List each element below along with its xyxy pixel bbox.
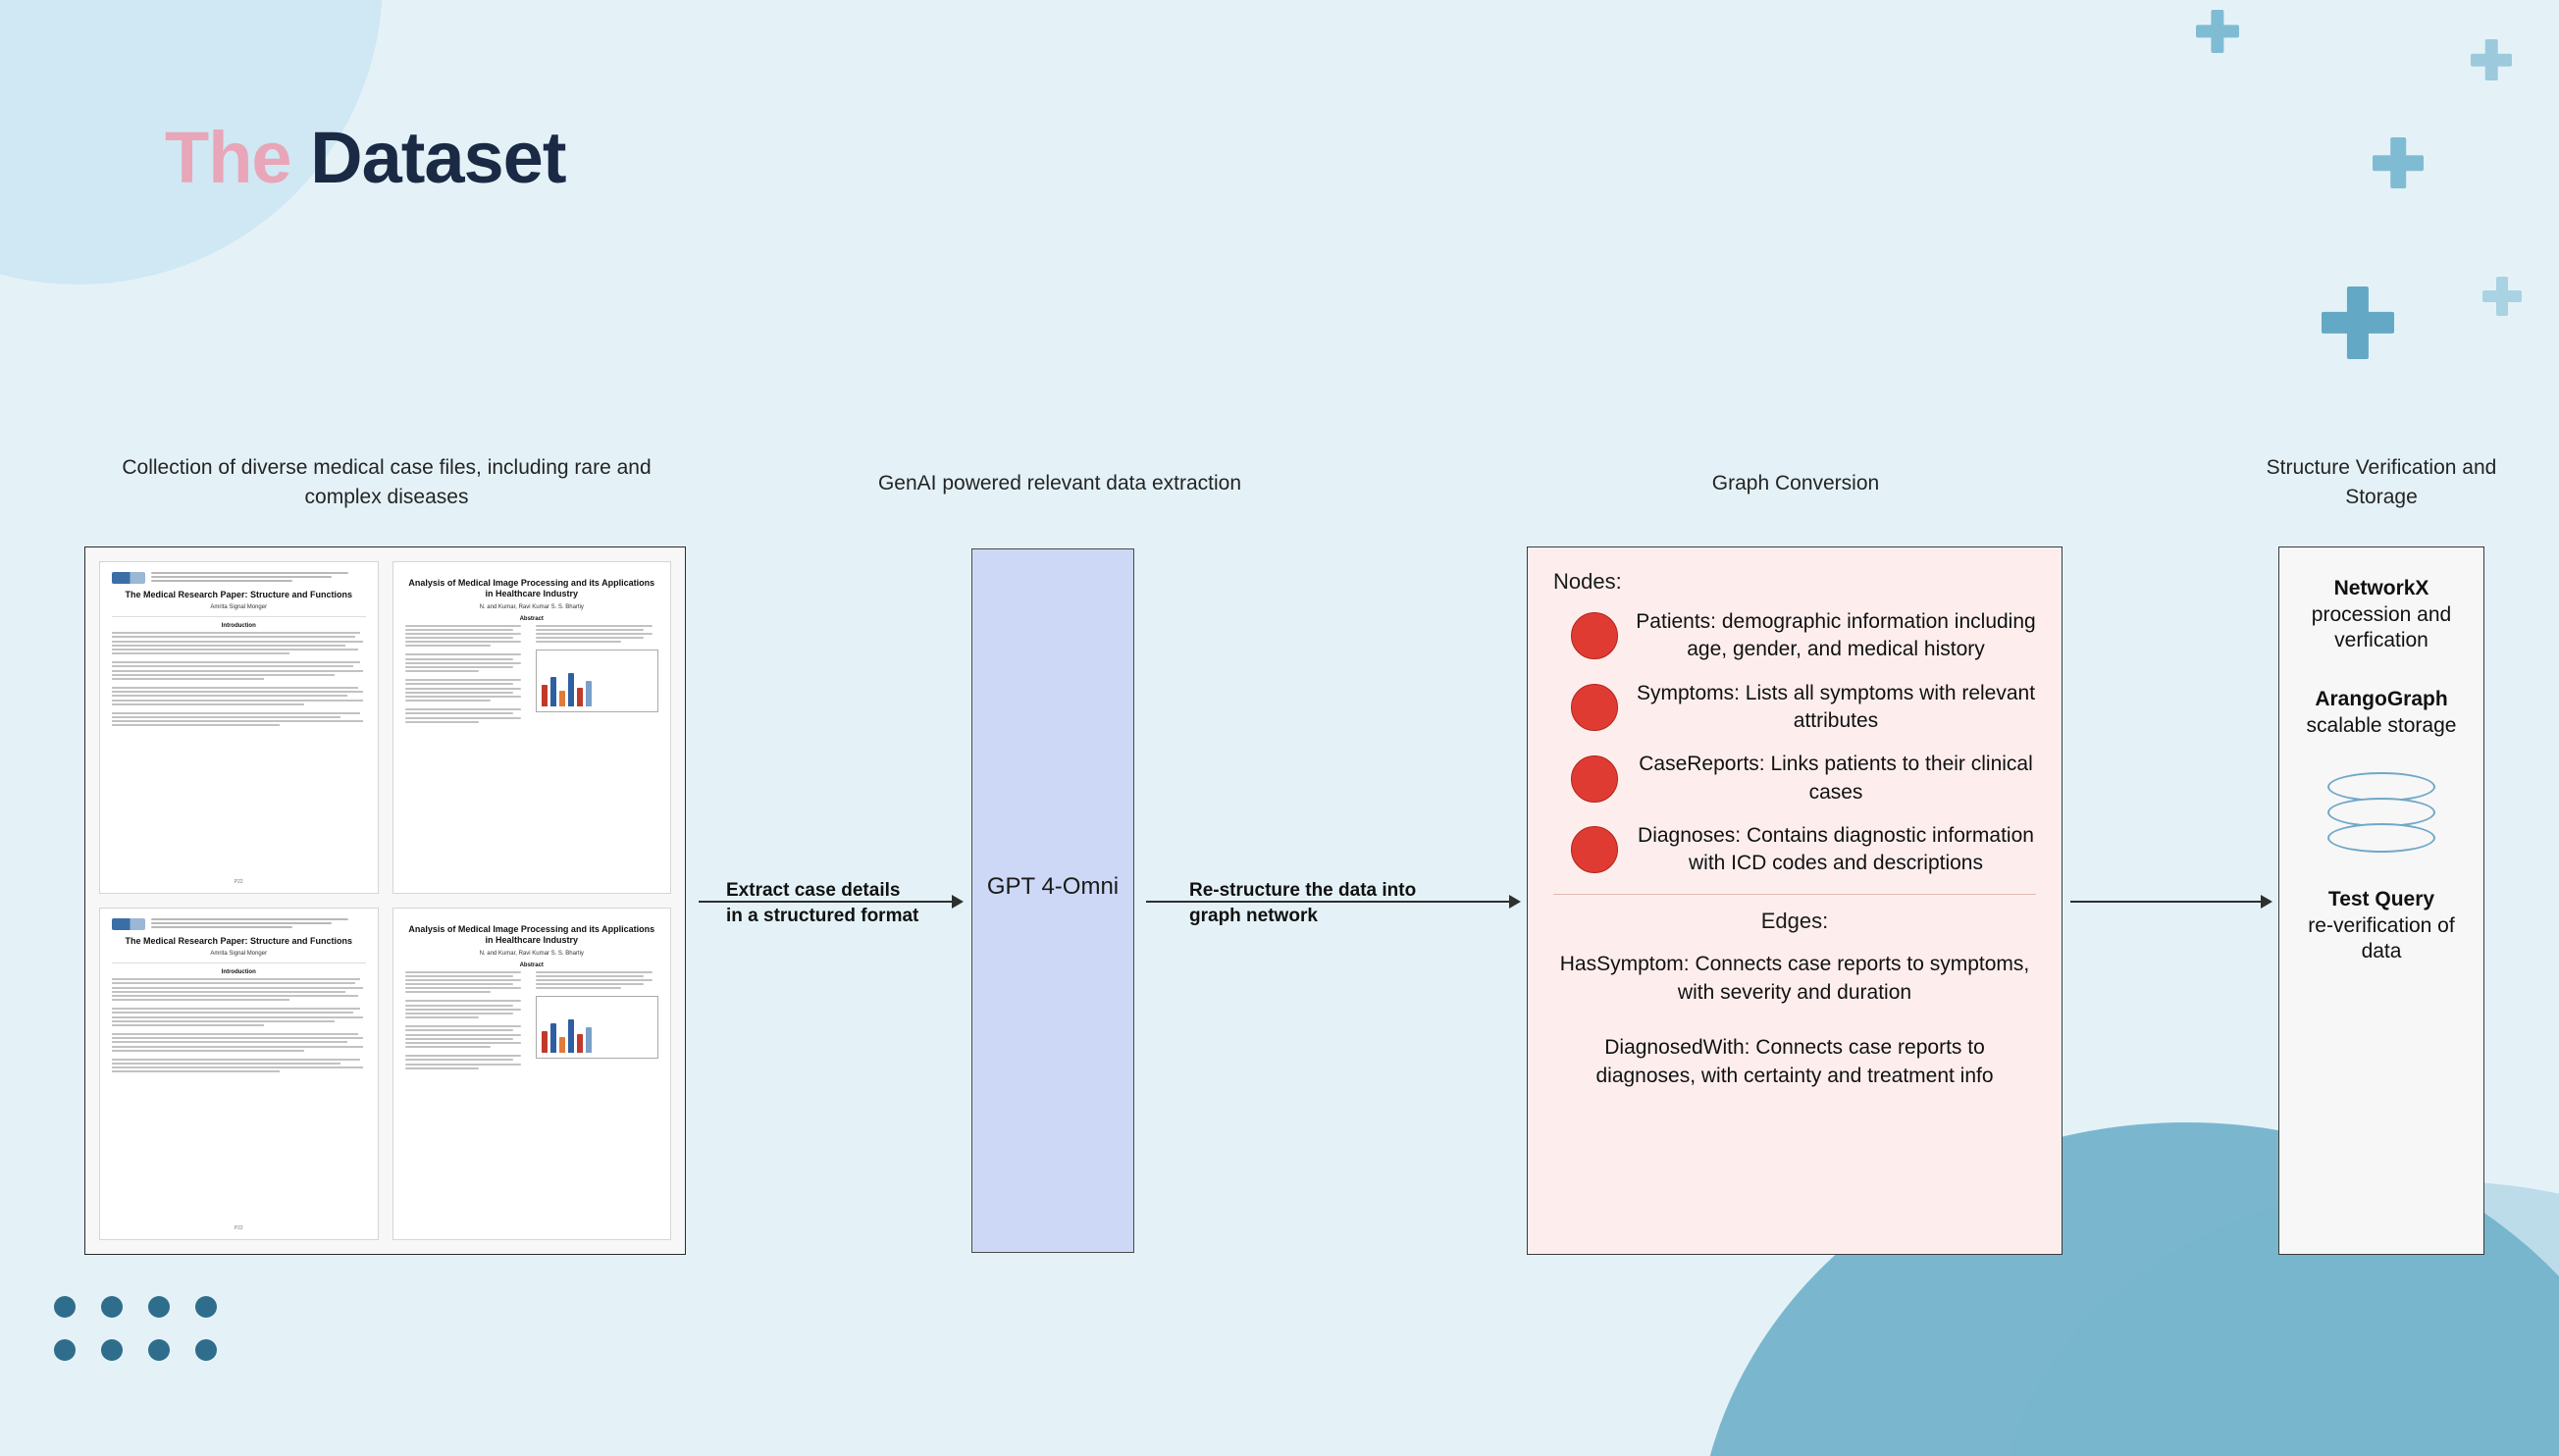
document-section-heading: Abstract bbox=[519, 615, 544, 622]
node-dot-icon bbox=[1571, 826, 1618, 873]
node-dot-icon bbox=[1571, 612, 1618, 659]
edges-label: Edges: bbox=[1760, 908, 1829, 933]
document-title: The Medical Research Paper: Structure and Functions bbox=[125, 936, 353, 946]
page-title bbox=[165, 116, 565, 199]
document-header-lines bbox=[151, 918, 366, 928]
document-body bbox=[112, 632, 366, 726]
node-item bbox=[1553, 680, 2036, 736]
gpt-model-label: GPT 4-Omni bbox=[986, 873, 1120, 900]
graph-conversion-panel bbox=[1527, 546, 2063, 1255]
arrow-extract-label: Extract case details in a structured format bbox=[726, 880, 919, 926]
node-dot-icon bbox=[1571, 684, 1618, 731]
nodes-label: Nodes: bbox=[1553, 569, 1622, 594]
node-item bbox=[1553, 822, 2036, 878]
document-header bbox=[112, 918, 366, 930]
document-footer: P22 bbox=[234, 879, 243, 885]
documents-panel bbox=[84, 546, 686, 1255]
publisher-logo-icon bbox=[112, 572, 145, 584]
document-section-heading: Introduction bbox=[221, 969, 256, 976]
verify-subtitle: scalable storage bbox=[2306, 713, 2457, 737]
node-dot-icon bbox=[1571, 755, 1618, 803]
node-item bbox=[1553, 751, 2036, 806]
cross-icon bbox=[2373, 137, 2424, 188]
caption-extraction: GenAI powered relevant data extraction bbox=[877, 472, 1242, 494]
edge-item-label: DiagnosedWith: Connects case reports to diagnoses, with certainty and treatment info bbox=[1595, 1035, 1994, 1087]
document-body bbox=[112, 978, 366, 1072]
page-title-word-1: The bbox=[165, 117, 291, 198]
document-section-heading: Abstract bbox=[519, 962, 544, 968]
document-authors: N. and Kumar, Ravi Kumar S. S. Bhartiy bbox=[479, 603, 584, 610]
caption-documents: Collection of diverse medical case files, including rare and complex diseases bbox=[122, 456, 652, 509]
document-header-lines bbox=[151, 572, 366, 582]
document-thumbnail[interactable] bbox=[392, 561, 672, 894]
document-authors: Amrita Signal Monger bbox=[210, 951, 268, 958]
node-item-label: Symptoms: Lists all symptoms with relevant attributes bbox=[1636, 681, 2036, 733]
caption-verification: Structure Verification and Storage bbox=[2266, 456, 2497, 509]
verify-title: NetworkX bbox=[2333, 577, 2429, 599]
cross-icon bbox=[2471, 39, 2512, 80]
verify-subtitle: procession and verfication bbox=[2311, 603, 2452, 652]
document-authors: N. and Kumar, Ravi Kumar S. S. Bhartiy bbox=[479, 950, 584, 957]
verify-title: ArangoGraph bbox=[2315, 687, 2448, 710]
verification-panel bbox=[2278, 546, 2484, 1255]
arrow-restructure-label: Re-structure the data into graph network bbox=[1189, 880, 1417, 926]
document-title: Analysis of Medical Image Processing and its Applications in Healthcare Industry bbox=[408, 578, 655, 599]
document-title: Analysis of Medical Image Processing and its Applications in Healthcare Industry bbox=[408, 924, 655, 946]
verify-test-query bbox=[2293, 888, 2470, 965]
document-section-heading: Introduction bbox=[221, 623, 256, 630]
document-chart bbox=[536, 996, 658, 1059]
verify-arangograph bbox=[2293, 688, 2470, 739]
page-title-word-2: Dataset bbox=[310, 117, 566, 198]
document-header bbox=[112, 572, 366, 584]
document-authors: Amrita Signal Monger bbox=[210, 604, 268, 611]
caption-graph: Graph Conversion bbox=[1711, 472, 1880, 494]
document-body bbox=[405, 971, 659, 1069]
document-thumbnail[interactable] bbox=[99, 561, 379, 894]
publisher-logo-icon bbox=[112, 918, 145, 930]
decorative-dot-grid bbox=[54, 1296, 242, 1382]
arrow-storage bbox=[2070, 901, 2271, 903]
node-item-label: Patients: demographic information including age, gender, and medical history bbox=[1636, 610, 2036, 661]
cross-icon bbox=[2196, 10, 2239, 53]
node-item bbox=[1553, 608, 2036, 664]
document-footer: P22 bbox=[234, 1225, 243, 1231]
verify-networkx bbox=[2293, 577, 2470, 654]
cross-icon bbox=[2482, 277, 2522, 316]
section-divider bbox=[1553, 894, 2036, 895]
node-item-label: Diagnoses: Contains diagnostic information with ICD codes and descriptions bbox=[1638, 824, 2034, 875]
document-chart bbox=[536, 650, 658, 712]
document-body bbox=[405, 625, 659, 723]
verify-title: Test Query bbox=[2327, 887, 2435, 910]
document-thumbnail[interactable] bbox=[392, 908, 672, 1240]
node-item-label: CaseReports: Links patients to their clinical cases bbox=[1639, 753, 2033, 804]
document-title: The Medical Research Paper: Structure and Functions bbox=[125, 590, 353, 599]
database-icon bbox=[2327, 772, 2435, 862]
cross-icon bbox=[2322, 286, 2394, 359]
gpt-model-panel bbox=[971, 548, 1134, 1253]
verify-subtitle: re-verification of data bbox=[2308, 913, 2455, 962]
document-thumbnail[interactable] bbox=[99, 908, 379, 1240]
edge-item-label: HasSymptom: Connects case reports to symptoms, with severity and duration bbox=[1559, 952, 2030, 1005]
